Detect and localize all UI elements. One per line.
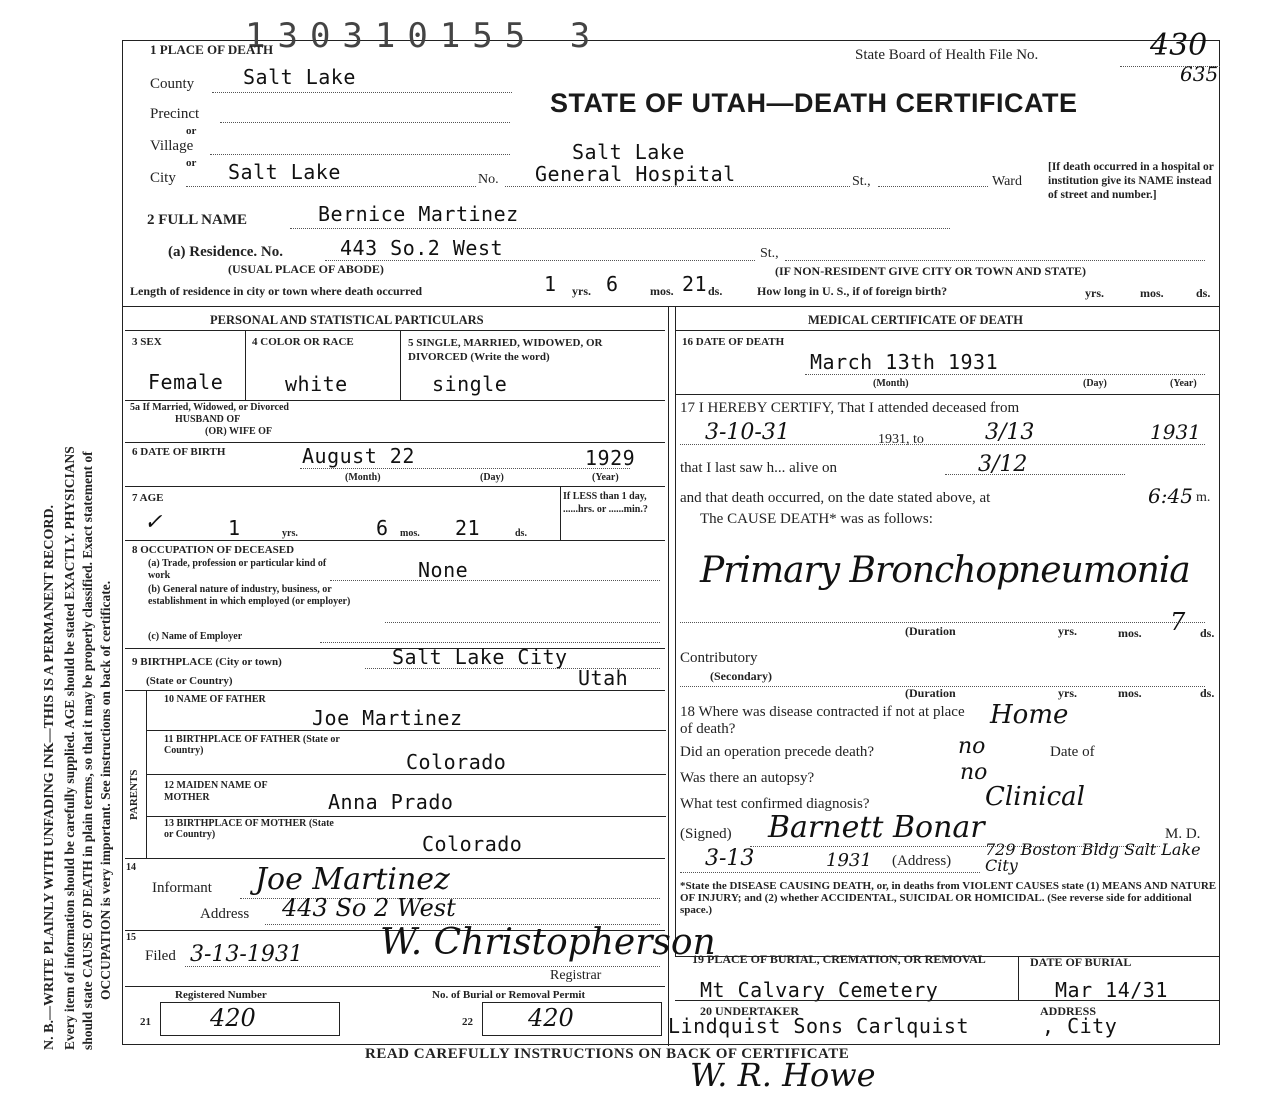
reg-number: 420 xyxy=(210,1004,256,1032)
burial-no-label: No. of Burial or Removal Permit xyxy=(432,989,586,1001)
signed-label: (Signed) xyxy=(680,826,732,842)
bottom-signature: W. R. Howe xyxy=(690,1056,876,1094)
color-label: 4 COLOR OR RACE xyxy=(252,336,354,348)
mother-birthplace: Colorado xyxy=(422,832,523,856)
age-ds: 21 xyxy=(455,516,481,540)
undertaker-address-label: ADDRESS xyxy=(1040,1004,1097,1018)
occurred-label: and that death occurred, on the date stated above, at xyxy=(680,490,991,506)
mother-value: Anna Prado xyxy=(328,790,454,814)
full-name-label: 2 FULL NAME xyxy=(147,212,248,228)
dob-day-label: (Day) xyxy=(480,472,504,483)
registrar-signature: W. Christopherson xyxy=(380,922,716,963)
attended-to-label: 1931, to xyxy=(878,432,924,447)
margin-note-line4: OCCUPATION is very important. See instructions on back of certificate. xyxy=(98,580,113,1000)
secondary-label: (Secondary) xyxy=(710,669,772,683)
filed-value: 3-13-1931 xyxy=(190,942,303,967)
residence-st-label: St., xyxy=(760,246,779,261)
burial-no-prefix: 22 xyxy=(462,1016,473,1028)
personal-heading: PERSONAL AND STATISTICAL PARTICULARS xyxy=(210,313,484,327)
date-of-label: Date of xyxy=(1050,744,1095,760)
length-ds: 21 xyxy=(682,272,708,296)
place-of-death-label: 1 PLACE OF DEATH xyxy=(150,42,274,57)
length-mos-label: mos. xyxy=(650,284,674,298)
residence-label: (a) Residence. No. xyxy=(168,244,283,260)
margin-note-line3: should state CAUSE OF DEATH in plain terms, so that it may be properly classified. Exact statement of xyxy=(80,451,95,1050)
duration-label-2: (Duration xyxy=(905,686,956,700)
attended-to: 3/13 xyxy=(985,420,1035,445)
dob-year: 1929 xyxy=(585,446,636,470)
q18-value: Home xyxy=(990,700,1069,730)
non-resident-label: (IF NON-RESIDENT GIVE CITY OR TOWN AND STATE) xyxy=(775,264,1087,278)
less-than-label: If LESS than 1 day, ......hrs. or ......min.? xyxy=(563,491,648,515)
informant-label: Informant xyxy=(152,880,212,896)
precinct-label: Precinct xyxy=(150,106,200,122)
spouse-label-3: (OR) WIFE OF xyxy=(205,426,273,437)
filed-num: 15 xyxy=(126,932,136,943)
or-1: or xyxy=(186,125,197,137)
spouse-label-1: 5a If Married, Widowed, or Divorced xyxy=(130,402,289,413)
county-label: County xyxy=(150,76,195,92)
length-yrs: 1 xyxy=(544,272,557,296)
occupation-b-label: (b) General nature of industry, business, or establishment in which employed (or employer) xyxy=(148,584,351,607)
file-no-label: State Board of Health File No. xyxy=(855,47,1039,63)
age-mos-label: mos. xyxy=(400,528,420,539)
sex-label: 3 SEX xyxy=(132,336,162,348)
physician-signature: Barnett Bonar xyxy=(768,810,985,845)
duration-label-1: (Duration xyxy=(905,624,956,638)
cause-value: Primary Bronchopneumonia xyxy=(700,550,1190,591)
medical-footnote: *State the DISEASE CAUSING DEATH, or, in deaths from VIOLENT CAUSES state (1) MEANS AND NATURE OF INJURY; and (2) whether ACCIDENTAL, SUICIDAL OR HOMICIDAL. (See reverse side for additional space.) xyxy=(680,880,1217,916)
hospital-line-2: General Hospital xyxy=(535,162,736,186)
q18-label: 18 Where was disease contracted if not at place of death? xyxy=(680,704,965,737)
us-yrs: yrs. xyxy=(1085,286,1104,300)
stamp-number: 130310155 3 xyxy=(245,16,603,56)
duration-mos-2: mos. xyxy=(1118,686,1142,700)
date-of-death: March 13th 1931 xyxy=(810,350,999,374)
marital-label: 5 SINGLE, MARRIED, WIDOWED, OR DIVORCED (Write the word) xyxy=(408,337,603,363)
hospital-note: [If death occurred in a hospital or institution give its NAME instead of street and number.] xyxy=(1048,161,1214,201)
m-label: m. xyxy=(1196,490,1211,505)
age-label: 7 AGE xyxy=(132,492,164,504)
sign-address-label: (Address) xyxy=(892,853,952,869)
informant-address-label: Address xyxy=(200,906,250,922)
father-birthplace-label: 11 BIRTHPLACE OF FATHER (State or Country) xyxy=(164,734,340,756)
father-label: 10 NAME OF FATHER xyxy=(164,694,266,705)
burial-date: Mar 14/31 xyxy=(1055,978,1168,1002)
dob-month-day: August 22 xyxy=(302,444,415,468)
hospital-line-1: Salt Lake xyxy=(572,140,685,164)
us-ds: ds. xyxy=(1196,286,1211,300)
birthplace-state-label: (State or Country) xyxy=(146,675,233,687)
marital-value: single xyxy=(432,372,508,396)
duration-mos-1: mos. xyxy=(1118,626,1142,640)
date-of-death-label: 16 DATE OF DEATH xyxy=(682,336,785,348)
burial-date-label: DATE OF BURIAL xyxy=(1030,955,1132,969)
last-saw-label: that I last saw h... alive on xyxy=(680,460,838,476)
undertaker-label: 20 UNDERTAKER xyxy=(700,1004,800,1018)
margin-note-nb: N. B.—WRITE PLAINLY WITH UNFADING INK—THIS IS A PERMANENT RECORD. xyxy=(42,504,57,1050)
last-saw-value: 3/12 xyxy=(978,452,1028,477)
test-label: What test confirmed diagnosis? xyxy=(680,796,870,812)
age-ds-label: ds. xyxy=(515,528,527,539)
occupation-a-label: (a) Trade, profession or particular kind of work xyxy=(148,558,327,581)
burial-no: 420 xyxy=(528,1004,574,1032)
death-time: 6:45 xyxy=(1148,484,1193,508)
attended-to-year: 1931 xyxy=(1150,420,1201,444)
informant-num: 14 xyxy=(126,862,136,873)
test-value: Clinical xyxy=(985,782,1085,812)
filed-label: Filed xyxy=(145,948,176,964)
operation-label: Did an operation precede death? xyxy=(680,744,875,760)
instructions-footer: READ CAREFULLY INSTRUCTIONS ON BACK OF CERTIFICATE xyxy=(365,1046,850,1062)
occupation-value: None xyxy=(418,558,469,582)
autopsy-label: Was there an autopsy? xyxy=(680,770,815,786)
cause-label: The CAUSE DEATH* was as follows: xyxy=(700,511,933,527)
st-label: St., xyxy=(852,174,871,189)
burial-place-label: 19 PLACE OF BURIAL, CREMATION, OR REMOVAL xyxy=(692,952,986,966)
sign-address: 729 Boston Bldg Salt Lake City xyxy=(985,840,1201,875)
duration-ds-1: ds. xyxy=(1200,626,1215,640)
age-yrs-label: yrs. xyxy=(282,528,298,539)
county-value: Salt Lake xyxy=(243,65,356,89)
full-name-value: Bernice Martinez xyxy=(318,202,519,226)
father-birthplace: Colorado xyxy=(406,750,507,774)
or-2: or xyxy=(186,157,197,169)
operation-value: no xyxy=(958,734,986,759)
us-mos: mos. xyxy=(1140,286,1164,300)
sex-value: Female xyxy=(148,370,224,394)
occupation-label: 8 OCCUPATION OF DECEASED xyxy=(132,544,295,556)
certify-label: 17 I HEREBY CERTIFY, That I attended deceased from xyxy=(680,400,1020,416)
file-no: 430 xyxy=(1150,28,1208,63)
burial-place: Mt Calvary Cemetery xyxy=(700,978,939,1002)
md-label: M. D. xyxy=(1165,826,1201,842)
registrar-label: Registrar xyxy=(550,968,602,983)
length-label: Length of residence in city or town where death occurred xyxy=(130,284,423,298)
village-label: Village xyxy=(150,138,194,154)
medical-heading: MEDICAL CERTIFICATE OF DEATH xyxy=(808,313,1023,327)
reg-number-label: Registered Number xyxy=(175,989,267,1001)
duration-yrs-1: yrs. xyxy=(1058,624,1077,638)
city-value: Salt Lake xyxy=(228,160,341,184)
ward-label: Ward xyxy=(992,174,1022,189)
length-ds-label: ds. xyxy=(708,284,723,298)
birthplace-city: Salt Lake City xyxy=(392,645,568,669)
contributory-label: Contributory xyxy=(680,650,758,666)
death-month-label: (Month) xyxy=(873,378,909,389)
informant-value: Joe Martinez xyxy=(255,862,450,897)
mother-label: 12 MAIDEN NAME OF MOTHER xyxy=(164,780,268,803)
dob-label: 6 DATE OF BIRTH xyxy=(132,446,226,458)
residence-value: 443 So.2 West xyxy=(340,236,504,260)
duration-yrs-2: yrs. xyxy=(1058,686,1077,700)
no-label: No. xyxy=(478,172,499,187)
sign-date: 3-13 xyxy=(705,846,755,871)
file-no-extra: 635 xyxy=(1180,62,1219,86)
father-value: Joe Martinez xyxy=(312,706,463,730)
occupation-c-label: (c) Name of Employer xyxy=(148,631,243,642)
usual-abode-label: (USUAL PLACE OF ABODE) xyxy=(228,262,384,276)
mother-birthplace-label: 13 BIRTHPLACE OF MOTHER (State or Country) xyxy=(164,818,334,840)
attended-from: 3-10-31 xyxy=(705,420,790,445)
duration-ds-2: ds. xyxy=(1200,686,1215,700)
age-check-mark: ✓ xyxy=(144,510,163,535)
us-label: How long in U. S., if of foreign birth? xyxy=(757,284,948,298)
age-yrs: 1 xyxy=(228,516,241,540)
birthplace-state: Utah xyxy=(578,666,629,690)
spouse-label-2: HUSBAND OF xyxy=(175,414,241,425)
certificate-title: STATE OF UTAH—DEATH CERTIFICATE xyxy=(550,88,1078,118)
city-label: City xyxy=(150,170,176,186)
dob-year-label: (Year) xyxy=(592,472,619,483)
length-yrs-label: yrs. xyxy=(572,284,591,298)
undertaker-address: , City xyxy=(1042,1014,1118,1038)
duration-mos-value: 7 xyxy=(1170,608,1186,636)
color-value: white xyxy=(285,372,348,396)
margin-note-line2: Every item of information should be carefully supplied. AGE should be stated EXACTLY. PHYSICIANS xyxy=(62,446,77,1050)
death-day-label: (Day) xyxy=(1083,378,1107,389)
length-mos: 6 xyxy=(606,272,619,296)
autopsy-value: no xyxy=(960,760,988,785)
parents-label: PARENTS xyxy=(128,769,140,820)
reg-number-prefix: 21 xyxy=(140,1016,151,1028)
undertaker-value: Lindquist Sons Carlquist xyxy=(668,1014,969,1038)
informant-address: 443 So 2 West xyxy=(282,894,456,922)
sign-year: 1931 xyxy=(826,850,872,871)
dob-month-label: (Month) xyxy=(345,472,381,483)
death-year-label: (Year) xyxy=(1170,378,1197,389)
age-mos: 6 xyxy=(376,516,389,540)
birthplace-label: 9 BIRTHPLACE (City or town) xyxy=(132,656,282,668)
